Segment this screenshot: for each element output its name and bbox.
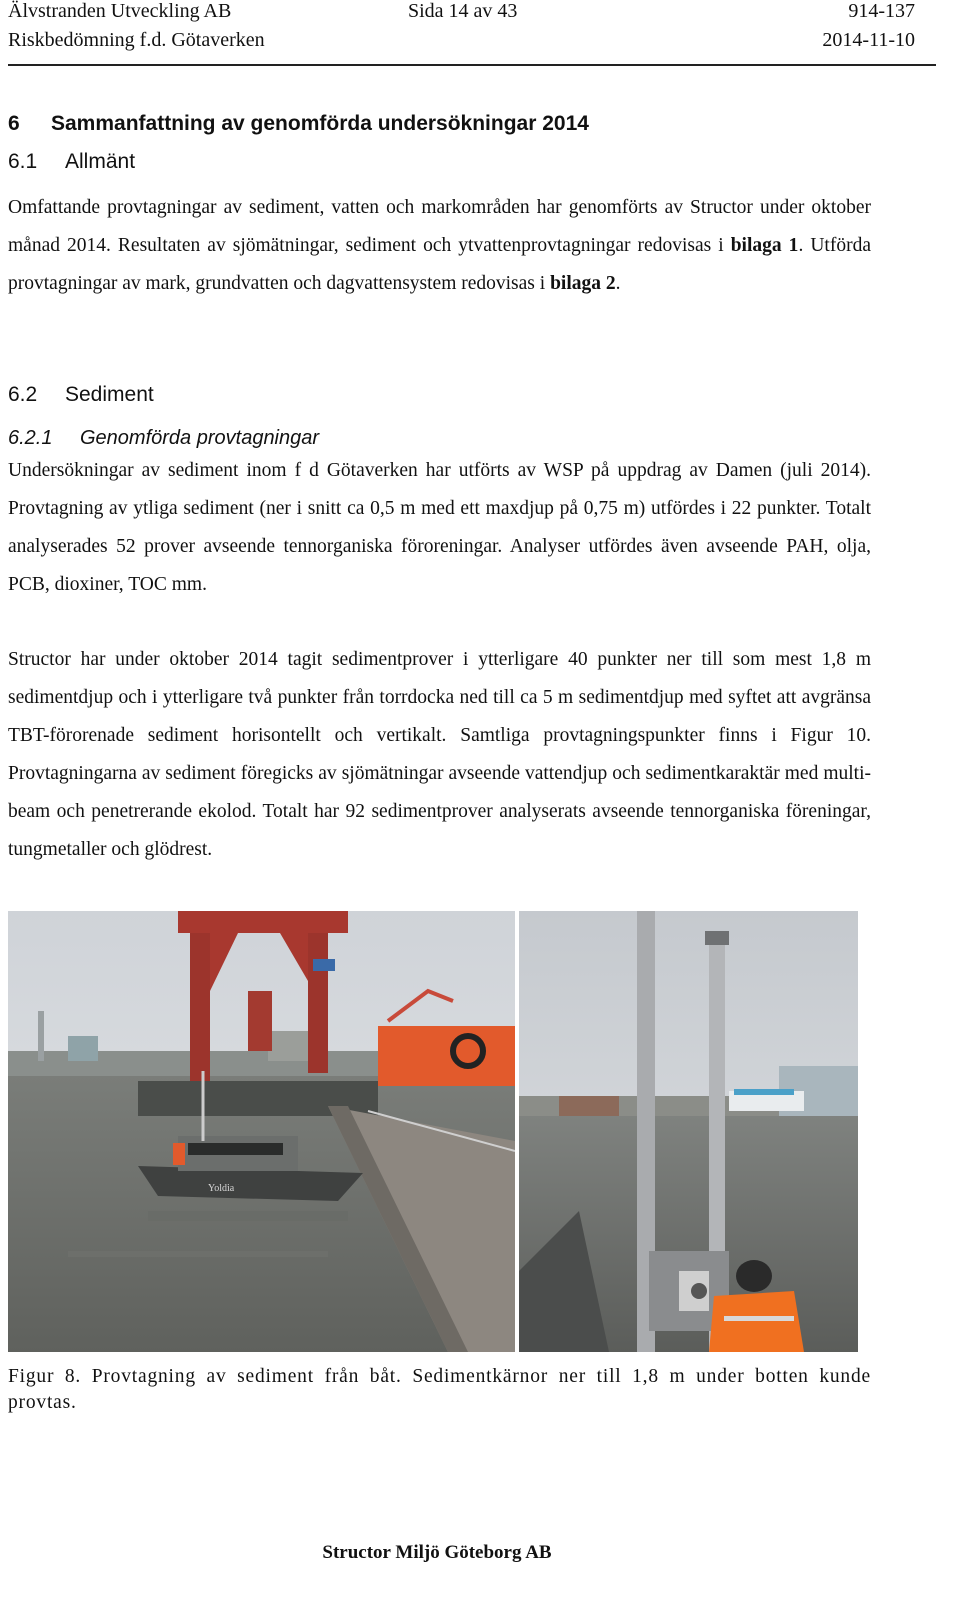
bilaga-1-ref: bilaga 1 bbox=[730, 235, 799, 256]
boat-name-label: Yoldia bbox=[208, 1183, 235, 1194]
section-6-2-title: Sediment bbox=[65, 383, 154, 406]
header-divider bbox=[8, 64, 936, 66]
header-doc-number: 914-137 bbox=[848, 0, 915, 22]
section-6-1-heading bbox=[8, 150, 135, 174]
section-6-heading bbox=[8, 112, 589, 136]
page-header-row-1 bbox=[8, 0, 915, 28]
header-company: Älvstranden Utveckling AB bbox=[8, 0, 232, 22]
section-6-number: 6 bbox=[8, 112, 20, 135]
section-6-1-title: Allmänt bbox=[65, 150, 136, 173]
section-6-2-heading bbox=[8, 383, 154, 407]
photo-boat-at-quay bbox=[8, 911, 515, 1352]
paragraph-allmant: Omfattande provtagningar av sediment, vatten och markområden har genomförts av Structor under oktober månad 2014. Resultaten av sjömätningar, sediment och ytvattenprovtagningar redovisas i bilaga 1. Utförda provtagningar av mark, grundvatten och dagvattensystem redovisas i bilaga 2. bbox=[8, 197, 871, 294]
header-doc-title: Riskbedömning f.d. Götaverken bbox=[8, 29, 265, 51]
section-6-2-1-number: 6.2.1 bbox=[8, 427, 53, 449]
header-page-number: Sida 14 av 43 bbox=[408, 0, 518, 22]
section-6-1-number: 6.1 bbox=[8, 150, 38, 173]
header-date: 2014-11-10 bbox=[822, 29, 915, 51]
figure-8 bbox=[8, 911, 858, 1352]
photo-sampling-equipment bbox=[519, 911, 858, 1352]
section-6-2-1-heading bbox=[8, 427, 319, 450]
figure-caption: Figur 8. Provtagning av sediment från båt. Sedimentkärnor ner till 1,8 m under botten kunde provtas. bbox=[8, 1366, 871, 1413]
section-6-title: Sammanfattning av genomförda undersökningar 2014 bbox=[51, 112, 589, 135]
paragraph-structor-sampling: Structor har under oktober 2014 tagit sedimentprover i ytterligare 40 punkter ner till som mest 1,8 m sedimentdjup och i ytterligare två punkter från torrdocka ned till ca 5 m sedimentdjup med syftet att avgränsa TBT-förorenade sediment horisontellt och vertikalt. Samtliga provtagningspunkter finns i Figur 10. Provtagningarna av sediment föregicks av sjömätningar avseende vattendjup och sedimentkaraktär med multi-beam och penetrerande ekolod. Totalt har 92 sedimentprover analyserats avseende tennorganiska föreningar, tungmetaller och glödrest. bbox=[8, 649, 871, 860]
section-6-2-1-title: Genomförda provtagningar bbox=[80, 427, 320, 449]
paragraph-wsp-investigation: Undersökningar av sediment inom f d Götaverken har utförts av WSP på uppdrag av Damen (juli 2014). Provtagning av ytliga sediment (ner i snitt ca 0,5 m med ett maxdjup på 0,75 m) utfördes i 22 punkter. Totalt analyserades 52 prover avseende tennorganiska föroreningar. Analyser utfördes även avseende PAH, olja, PCB, dioxiner, TOC mm. bbox=[8, 460, 871, 595]
bilaga-2-ref: bilaga 2 bbox=[550, 273, 616, 294]
page-footer: Structor Miljö Göteborg AB bbox=[322, 1542, 552, 1563]
section-6-2-number: 6.2 bbox=[8, 383, 38, 406]
page-header-row-2 bbox=[8, 29, 915, 57]
